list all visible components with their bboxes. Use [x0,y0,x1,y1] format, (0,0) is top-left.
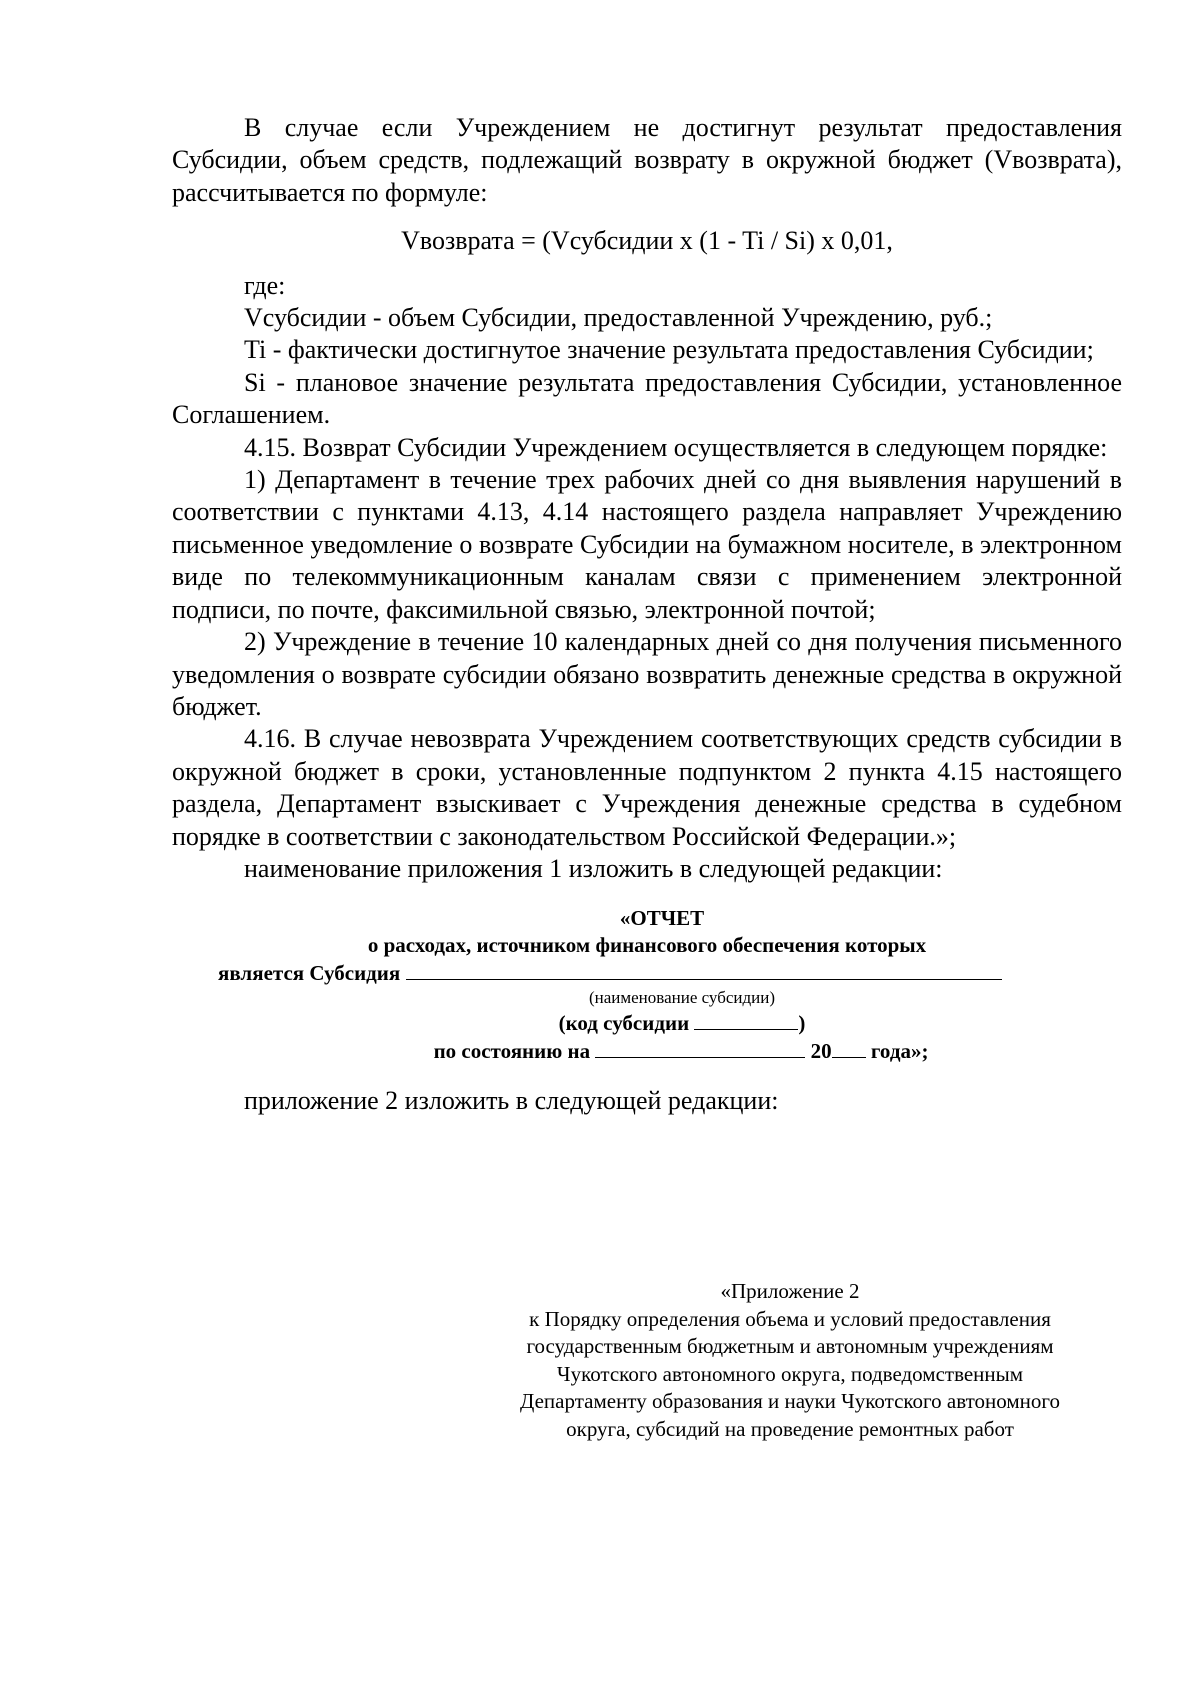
appendix-title: «Приложение 2 [720,1279,860,1303]
definition-v-subsidy: Vсубсидии - объем Субсидии, предоставленной Учреждению, руб.; [244,303,993,333]
report-form-heading [172,905,1122,1065]
report-date-row [172,1037,1122,1065]
subsidy-name-blank [406,959,1002,980]
definition-si: Si - плановое значение результата предоставления Субсидии, установленное Соглашением. [172,367,1122,430]
subsidy-code-row [172,1009,1122,1037]
paragraph-return-intro: В случае если Учреждением не достигнут результат предоставления Субсидии, объем средств, подлежащий возврату в окружной бюджет (Vвозврата), рассчитывается по формуле: [172,113,1122,207]
definition-ti: Ti - фактически достигнутое значение результата предоставления Субсидии; [244,335,1094,365]
paragraph-4-15-item-2: 2) Учреждение в течение 10 календарных дней со дня получения письменного уведомления о возврате субсидии обязано возвратить денежные средства в окружной бюджет. [172,627,1122,721]
appendix-2-heading [440,1278,1140,1443]
date-blank [595,1037,805,1058]
date-suffix: года»; [870,1039,929,1064]
appendix-line: Департаменту образования и науки Чукотского автономного [520,1389,1060,1413]
return-formula: Vвозврата = (Vсубсидии x (1 - Ti / Si) x 0,01, [401,226,893,256]
report-title: «ОТЧЕТ [619,906,705,931]
where-label: где: [244,270,286,300]
paragraph-4-15: 4.15. Возврат Субсидии Учреждением осуществляется в следующем порядке: [244,432,1108,462]
paragraph-4-16: 4.16. В случае невозврата Учреждением соответствующих средств субсидии в окружной бюджет в сроки, установленные подпунктом 2 пункта 4.15 настоящего раздела, Департамент взыскивает с Учреждения денежные средства в судебном порядке в соответствии с законодательством Российской Федерации.»; [172,724,1122,851]
subsidy-label: является Субсидия [218,961,401,986]
appendix-line: Чукотского автономного округа, подведомственным [556,1361,1024,1386]
paragraph-appendix-2-intro: приложение 2 изложить в следующей редакции: [244,1086,779,1116]
document-page [172,112,1122,1118]
subsidy-code-prefix: (код субсидии [558,1011,690,1036]
subsidy-code-blank [694,1009,798,1030]
date-year-prefix: 20 [810,1039,832,1064]
subsidy-code-suffix: ) [798,1011,806,1036]
report-subtitle: о расходах, источником финансового обеспечения которых [367,933,927,958]
appendix-line: государственным бюджетным и автономным учреждениям [526,1334,1054,1358]
paragraph-4-15-item-1: 1) Департамент в течение трех рабочих дней со дня выявления нарушений в соответствии с пунктами 4.13, 4.14 настоящего раздела направляет Учреждению письменное уведомление о возврате Субсидии на бумажном носителе, в электронном виде по телекоммуникационным каналам связи с применением электронной подписи, по почте, факсимильной связью, электронной почтой; [172,465,1122,624]
subsidy-name-row [172,959,1122,987]
date-prefix: по состоянию на [433,1039,591,1064]
paragraph-appendix-1-intro: наименование приложения 1 изложить в следующей редакции: [244,853,943,883]
year-blank [832,1037,866,1058]
appendix-line: округа, субсидий на проведение ремонтных работ [566,1416,1014,1441]
appendix-line: к Порядку определения объема и условий предоставления [529,1306,1051,1331]
subsidy-name-caption: (наименование субсидии) [588,988,776,1008]
